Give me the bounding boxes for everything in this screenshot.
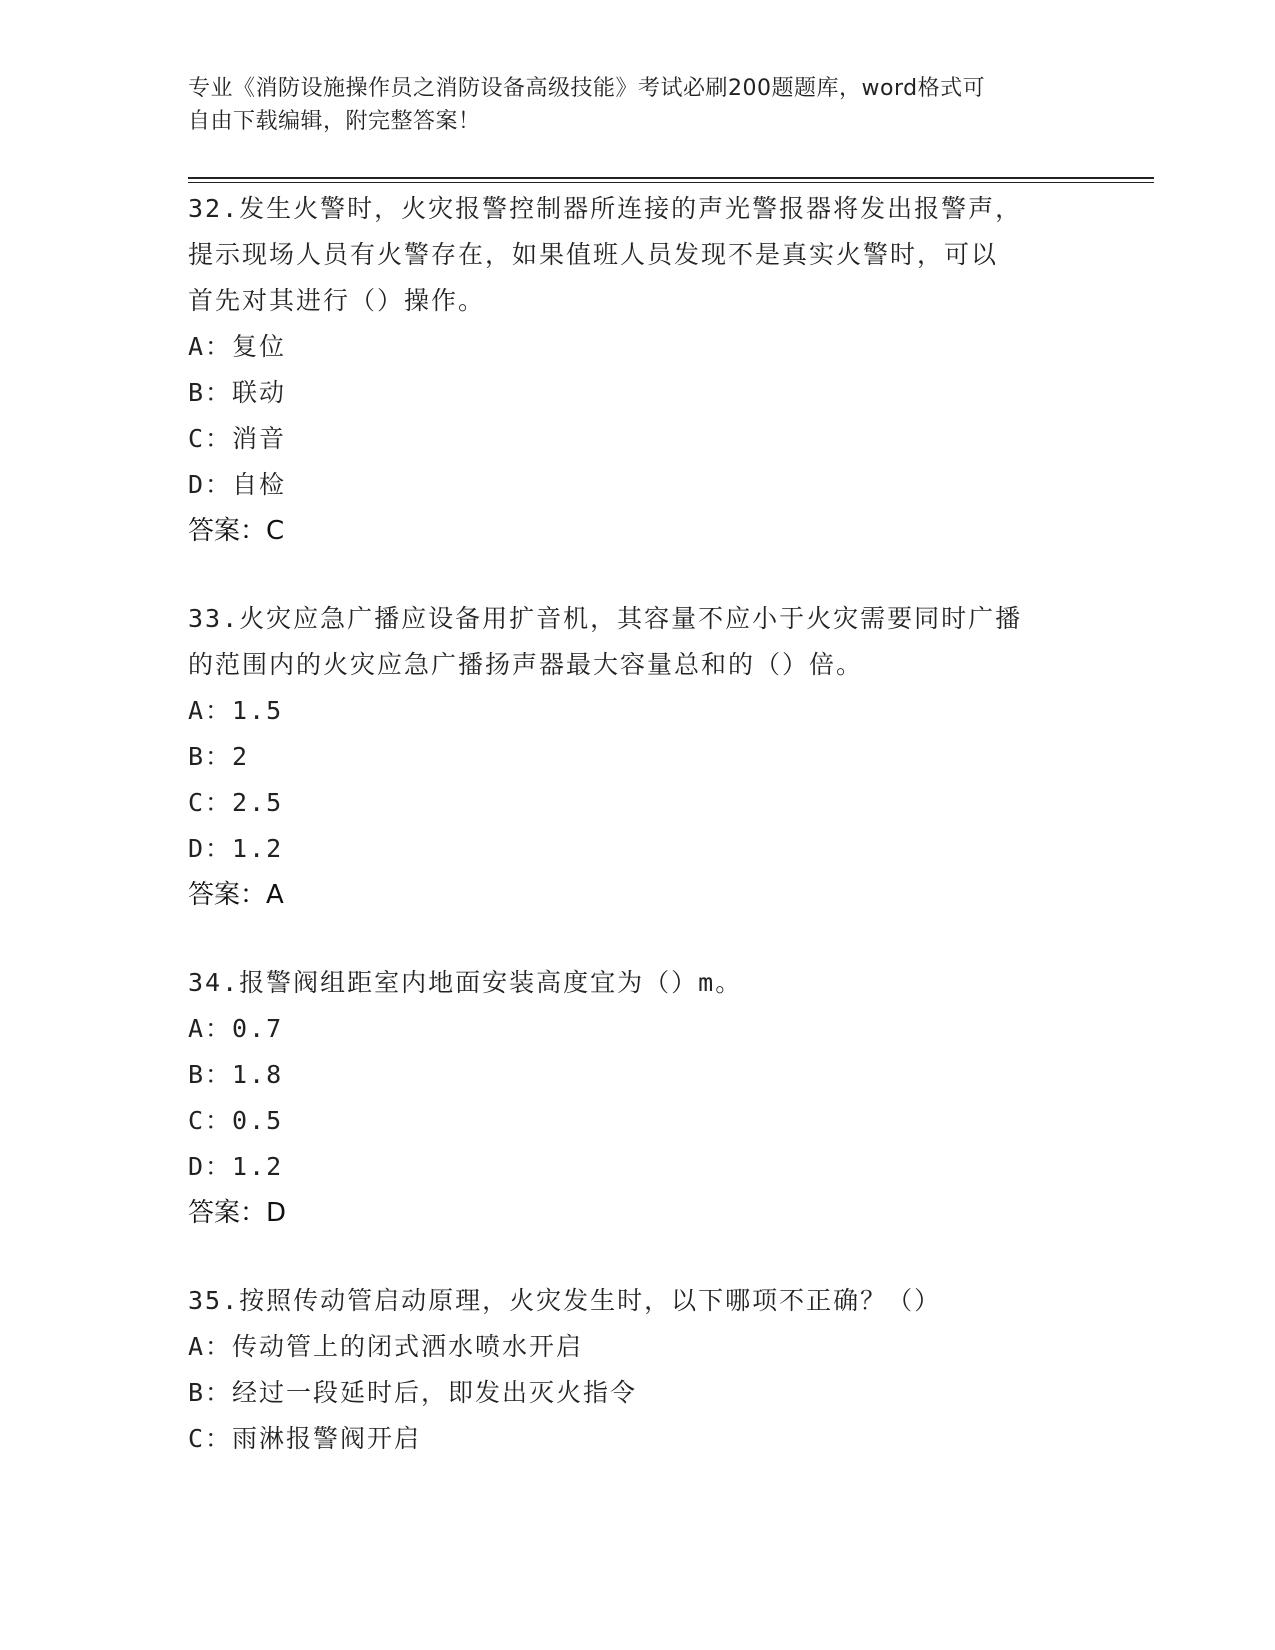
- option-b: B：2: [188, 742, 250, 771]
- option-d: D：1.2: [188, 1152, 284, 1181]
- question-text-line: 的范围内的火灾应急广播扬声器最大容量总和的（）倍。: [188, 650, 864, 679]
- question-33: [188, 596, 1088, 918]
- question-35: [188, 1278, 1088, 1462]
- option-d: D：自检: [188, 470, 287, 499]
- option-a: A：传动管上的闭式洒水喷水开启: [188, 1332, 584, 1361]
- question-text-line: 34.报警阀组距室内地面安装高度宜为（）m。: [188, 968, 743, 997]
- document-header: [188, 72, 1088, 138]
- question-text-line: 35.按照传动管启动原理，火灾发生时，以下哪项不正确？（）: [188, 1286, 942, 1315]
- answer-line: 答案：D: [188, 1198, 287, 1228]
- answer-line: 答案：A: [188, 880, 284, 910]
- option-b: B：1.8: [188, 1060, 284, 1089]
- option-c: C：雨淋报警阀开启: [188, 1424, 422, 1453]
- option-c: C：2.5: [188, 788, 284, 817]
- header-line-2: 自由下载编辑，附完整答案！: [188, 109, 481, 134]
- question-text-line: 33.火灾应急广播应设备用扩音机，其容量不应小于火灾需要同时广播: [188, 604, 1023, 633]
- question-34: [188, 960, 1088, 1236]
- question-text-line: 首先对其进行（）操作。: [188, 286, 486, 315]
- option-a: A：0.7: [188, 1014, 284, 1043]
- answer-line: 答案：C: [188, 516, 285, 546]
- header-divider-bottom: [188, 182, 1154, 183]
- option-c: C：消音: [188, 424, 287, 453]
- option-c: C：0.5: [188, 1106, 284, 1135]
- option-d: D：1.2: [188, 834, 284, 863]
- option-b: B：联动: [188, 378, 287, 407]
- header-divider-top: [188, 177, 1154, 179]
- question-list: [188, 186, 1088, 1504]
- question-text-line: 32.发生火警时，火灾报警控制器所连接的声光警报器将发出报警声，: [188, 194, 1023, 223]
- question-text-line: 提示现场人员有火警存在，如果值班人员发现不是真实火警时，可以: [188, 240, 999, 269]
- option-a: A：1.5: [188, 696, 284, 725]
- header-line-1: 专业《消防设施操作员之消防设备高级技能》考试必刷200题题库，word格式可: [188, 76, 986, 101]
- question-32: [188, 186, 1088, 554]
- option-b: B：经过一段延时后，即发出灭火指令: [188, 1378, 638, 1407]
- option-a: A：复位: [188, 332, 287, 361]
